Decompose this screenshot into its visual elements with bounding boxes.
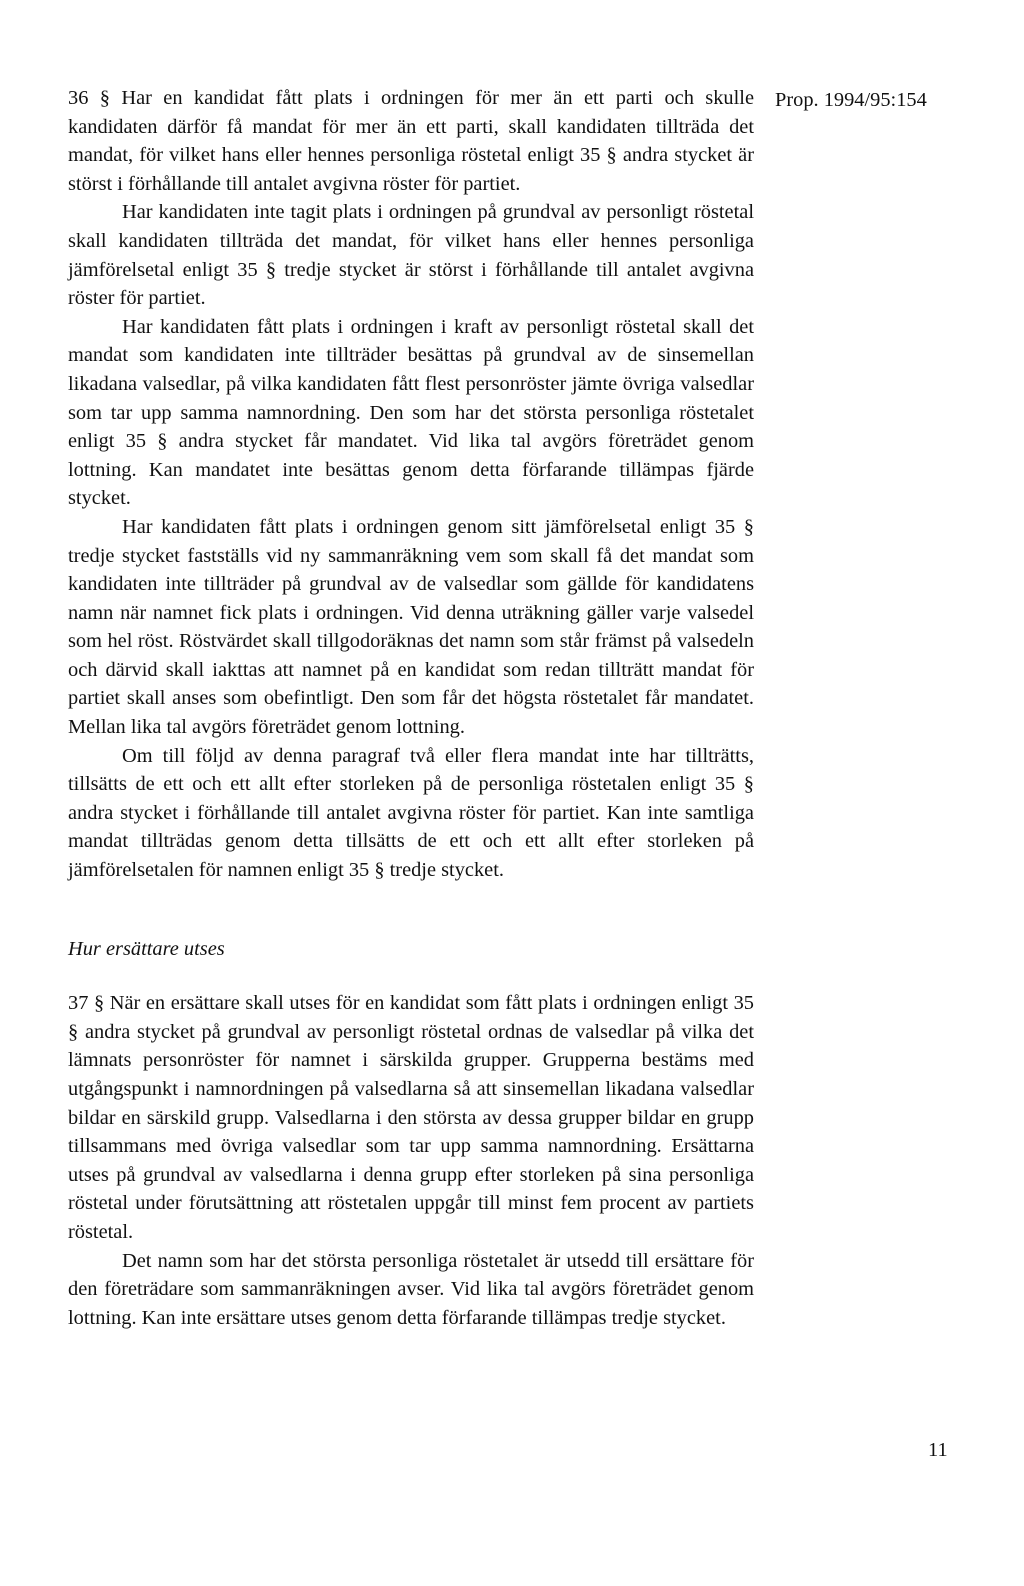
paragraph-36-2: Har kandidaten inte tagit plats i ordningen på grundval av personligt röstetal skall kandidaten tillträda det mandat, för vilket hans eller hennes personliga jämförelsetal enligt 35 § tredje stycket är störst i förhållande till antalet avgivna röster för partiet. (68, 201, 754, 310)
proposition-reference: Prop. 1994/95:154 (775, 89, 927, 111)
paragraph-36-3: Har kandidaten fått plats i ordningen i kraft av personligt röstetal skall det mandat som kandidaten inte tillträder besättas på grundval av de sinsemellan likadana valsedlar, på vilka kandidaten fått flest personröster jämte övriga valsedlar som tar upp samma namnordning. Den som har det största personliga röstetalet enligt 35 § andra stycket får mandatet. Vid lika tal avgörs företrädet genom lottning. Kan mandatet inte besättas genom detta förfarande tillämpas fjärde stycket. (68, 315, 754, 510)
paragraph-36-5: Om till följd av denna paragraf två eller flera mandat inte har tillträtts, tillsätts de ett och ett allt efter storleken på de personliga röstetalen enligt 35 § andra stycket i förhållande till antalet avgivna röster för partiet. Kan inte samtliga mandat tillträdas genom detta tillsätts de ett och ett allt efter storleken på jämförelsetalen för namnen enligt 35 § tredje stycket. (68, 744, 754, 882)
paragraph-36-4: Har kandidaten fått plats i ordningen genom sitt jämförelsetal enligt 35 § tredje stycket fastställs vid ny sammanräkning vem som skall få det mandat som kandidaten inte tillträder på grundval av de valsedlar som gällde för kandidatens namn när namnet fick plats i ordningen. Vid denna uträkning gäller varje valsedel som hel röst. Röstvärdet skall tillgodoräknas det namn som står främst på valsedeln och därvid skall iakttas att namnet på en kandidat som redan tillträtt mandat för partiet skall anses som obefintligt. Den som får det högsta röstetalet får mandatet. Mellan lika tal avgörs företrädet genom lottning. (68, 515, 754, 739)
main-text-column (68, 84, 754, 1332)
paragraph-37-2: Det namn som har det största personliga röstetalet är utsedd till ersättare för den företrädare som sammanräkningen avser. Vid lika tal avgörs företrädet genom lottning. Kan inte ersättare utses genom detta förfarande tillämpas tredje stycket. (68, 1249, 754, 1329)
paragraph-36-1: 36 § Har en kandidat fått plats i ordningen för mer än ett parti och skulle kandidaten därför få mandat för mer än ett parti, skall kandidaten tillträda det mandat, för vilket hans eller hennes personliga röstetal enligt 35 § andra stycket är störst i förhållande till antalet avgivna röster för partiet. (68, 87, 754, 195)
section-heading: Hur ersättare utses (68, 937, 225, 960)
page-number: 11 (928, 1439, 948, 1461)
paragraph-37-1: 37 § När en ersättare skall utses för en kandidat som fått plats i ordningen enligt 35 § andra stycket på grundval av personligt röstetal ordnas de valsedlar på vilka det lämnats personröster för namnet i särskilda grupper. Grupperna bestäms med utgångspunkt i namnordningen på valsedlarna så att sinsemellan likadana valsedlar bildar en särskild grupp. Valsedlarna i den största av dessa grupper bildar en grupp tillsammans med övriga valsedlar som tar upp samma namnordning. Ersättarna utses på grundval av valsedlarna i denna grupp efter storleken på sina personliga röstetal under förutsättning att röstetalen uppgår till minst fem procent av partiets röstetal. (68, 992, 754, 1243)
